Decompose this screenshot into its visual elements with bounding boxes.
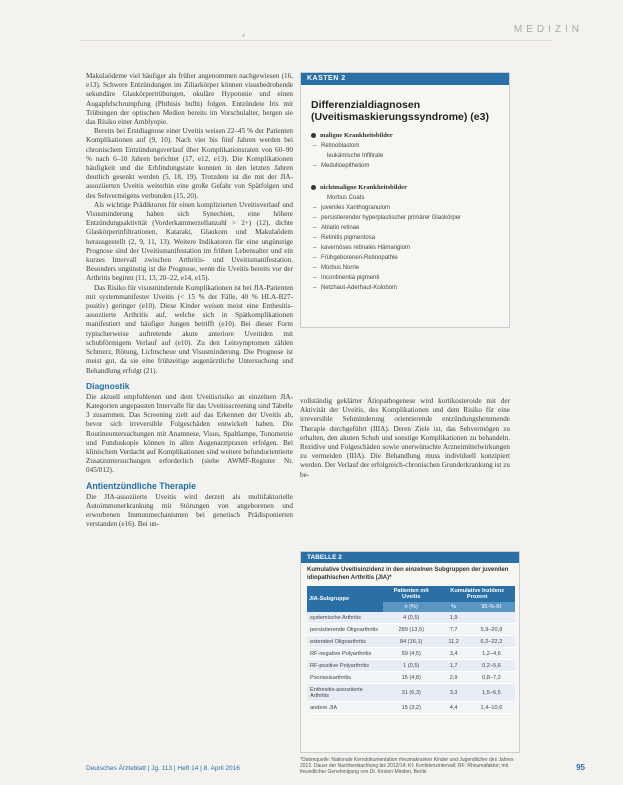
- table-cell: RF-positive Polyarthritis: [307, 660, 383, 672]
- table-row: [307, 648, 515, 660]
- page-number: 95: [576, 763, 585, 772]
- table-cell: systemische Arthritis: [307, 612, 383, 624]
- column-header: Kumulative Inzidenz Prozent: [439, 586, 515, 602]
- table-row: [307, 684, 515, 702]
- table-cell: 4,4: [439, 702, 467, 714]
- journal-footer: Deutsches Ärzteblatt | Jg. 113 | Heft 14 | 8. April 2016: [86, 765, 240, 772]
- table-label: TABELLE 2: [301, 552, 519, 563]
- column-header: JIA-Subgruppe: [307, 586, 383, 612]
- data-table: [307, 586, 515, 714]
- section-header: MEDIZIN: [513, 24, 583, 35]
- table-row: [307, 636, 515, 648]
- box-group-malignant: [301, 129, 509, 171]
- table-cell: 0,2–5,6: [468, 660, 515, 672]
- margin-dot: [242, 34, 245, 37]
- list-item: – Ablatio retinae: [311, 223, 501, 233]
- table-cell: 4 (0,5): [383, 612, 439, 624]
- list-item: leukämische Infiltrate: [327, 153, 384, 159]
- list-item: – Incontinentia pigmenti: [311, 273, 501, 283]
- table-cell: 15 (4,8): [383, 672, 439, 684]
- box-list: [311, 141, 501, 171]
- group-heading: maligne Krankheitsbilder: [320, 132, 393, 139]
- list-item: – Netzhaut-Aderhaut-Kolobom: [311, 283, 501, 293]
- table-cell: 15 (3,2): [383, 702, 439, 714]
- table-cell: RF-negative Polyarthritis: [307, 648, 383, 660]
- table-cell: 1 (0,5): [383, 660, 439, 672]
- table-cell: 3,3: [439, 684, 467, 702]
- sub-header: n (%): [383, 602, 439, 612]
- heading-diagnostik: Diagnostik: [86, 380, 130, 391]
- table-cell: 1,7: [439, 660, 467, 672]
- paragraph: Bereits bei Erstdiagnose einer Uveitis weisen 22–45 % der Patienten Komplikationen auf (9, 10). Nach vier bis fünf Jahren werden bei chronischem Entzündungsverlauf über Komplikationsraten von 60–90 % nach 6–10 Jahren berichtet (17, e12, e13). Die Komplikationen häufigkeit und die Erblindungsrate konnten in den letzten Jahren deutlich gesenkt werden (5, 18, 19). Trotzdem ist die mit der JIA-assoziierten Uveitis weiterhin eine große Gefahr von Spätfolgen und des Sehvermögens verbunden (15, 20).: [86, 127, 293, 200]
- table-cell: Psoriasisarthritis: [307, 672, 383, 684]
- table-row: [307, 702, 515, 714]
- bullet-icon: [311, 185, 316, 190]
- table-uveitis-incidence: [300, 551, 520, 753]
- table-cell: 0,8–7,2: [468, 672, 515, 684]
- table-row: [307, 624, 515, 636]
- table-cell: 11,2: [439, 636, 467, 648]
- list-item: – Medulloepitheliom: [311, 161, 501, 171]
- list-item: – kavernöses retinales Hämangiom: [311, 243, 501, 253]
- right-column-text: [300, 397, 510, 480]
- table-cell: extended Oligoarthritis: [307, 636, 383, 648]
- header-rule: [80, 40, 553, 41]
- box-list: [311, 193, 501, 293]
- table-cell: 6,2–22,2: [468, 636, 515, 648]
- table-row: [307, 672, 515, 684]
- table-cell: 59 (4,5): [383, 648, 439, 660]
- table-row: [307, 660, 515, 672]
- list-item: – Morbus Norrie: [311, 263, 501, 273]
- list-item: Morbus Coats: [327, 195, 365, 201]
- paragraph: Makulaödeme viel häufiger als früher angenommen nachgewiesen (16, e13). Schwere Entzündungen im Ziliarkörper können visusbedrohende sekundäre Glaskörpertrübungen, okuläre Hypotonie und einen Augapfelschrumpfung (Phthisis bulbi) folgen. Entzündete Iris mit Trübungen der optischen Medien bereits im Vorschulalter, bergen sie das Risiko einer Amblyopie.: [86, 72, 293, 127]
- table-title: Kumulative Uveitisinzidenz in den einzelnen Subgruppen der juvenilen idiopathischen Arthritis (JIA)*: [307, 567, 509, 581]
- table-cell: 5,9–20,9: [468, 624, 515, 636]
- box-differential-diagnoses: [300, 72, 510, 328]
- paragraph: Die JIA-assoziierte Uveitis wird derzeit als multifaktorielle Autoimmunerkrankung mit Störungen von angeborenen und erworbenen Immunmechanismen bei genetisch Prädisponierten verstanden (e16). Bei un-: [86, 492, 293, 529]
- list-item: – juveniles Xanthogranulom: [311, 203, 501, 213]
- list-item: – Retinoblastom: [311, 141, 501, 151]
- table-cell: 2,9: [439, 672, 467, 684]
- group-heading: nichtmaligne Krankheitsbilder: [320, 184, 408, 191]
- table-cell: andere JIA: [307, 702, 383, 714]
- bullet-icon: [311, 133, 316, 138]
- table-cell: 84 (16,1): [383, 636, 439, 648]
- list-item: – persistierender hyperplastischer primärer Glaskörper: [311, 213, 501, 223]
- table-cell: 1,2–4,6: [468, 648, 515, 660]
- box-group-nonmalignant: [301, 181, 509, 293]
- table-cell: 3,4: [439, 648, 467, 660]
- table-cell: 7,7: [439, 624, 467, 636]
- box-title: Differenzialdiagnosen (Uveitismaskierungssyndrome) (e3): [311, 99, 489, 123]
- box-label: KASTEN 2: [301, 73, 509, 85]
- sub-header: 95-%-KI: [468, 602, 515, 612]
- paragraph: Das Risiko für visusmindernde Komplikationen ist bei JIA-Patienten mit systemmanifester Uveitis (< 15 % der Fälle, 40 % HLA-B27-positiv) geringer (e10). Diese Kinder weisen meist eine Enthesitis-assoziierte Arthritis auf, welche sich in Spätkomplikationen manifestiert und häufiger Jungen betrifft (e10). Bei dieser Form typischerweise auftretende akute anteriore Uveitiden mit schubförmigem Verlauf auf (e10). Zu den Leitsymptomen zählen Schmerz, Rötung, Lichtscheue und Visusminderung. Die Prognose ist meist gut, da sie eine frühzeitige augenärztliche Untersuchung und Behandlung erfolgt (21).: [86, 283, 293, 375]
- table-body: [307, 612, 515, 714]
- table-cell: persistierende Oligoarthritis: [307, 624, 383, 636]
- paragraph: Die aktuell empfohlenen und dem Uveitisrisiko an einzelnen JIA-Kategorien angepassten Intervalle für das Uveitisscreening sind Tabelle 3 zusammen. Das Screening zielt auf das Erkennen der Uveitis ab, bevor sich irreversible Folgeschäden entwickelt haben. Die Routineuntersuchungen mit Anamnese, Visus, Spaltlampe, Tonometrie und Funduskopie können in allen Augenarztpraxen erfolgen. Bei klinischem Verdacht auf Komplikationen sind weitere befundorientierte Zusatzuntersuchungen erforderlich (siehe AWMF-Register Nr. 045/012).: [86, 392, 293, 475]
- table-cell: 31 (6,3): [383, 684, 439, 702]
- paragraph: vollständig geklärter Ätiopathogenese wird kortikosteroide mit der Aktivität der Uveitis, des Komplikationen und dem Risiko für eine irreversible Sehminderung orientierende entzündungshemmende Therapie durchgeführt (IIIA). Deren Ziele ist, das Sehvermögen zu erhalten, den akuten Schub und sonstige Komplikationen zu behandeln. Rezidive und Folgeschäden sowie unerwünschte Arzneimittelwirkungen zu vermeiden (IIIA). Die Behandlung muss individuell konzipiert werden. Der Verlauf der erfolgreich-chronischen Grunderkrankung ist zu be-: [300, 397, 510, 479]
- list-item: – Frühgeborenen-Retinopathie: [311, 253, 501, 263]
- heading-therapie: Antientzündliche Therapie: [86, 480, 196, 491]
- sub-header: %: [439, 602, 467, 612]
- table-cell: 289 (13,5): [383, 624, 439, 636]
- paragraph: Als wichtige Prädiktoren für einen komplizierten Uveitisverlauf und Visusminderung haben sich Synechien, eine höhere Entzündungsaktivität (Vorderkammerzellanzahl > 2+) (12), dichte Glaskörperinfiltrationen, Katarakt, Glaukom und Makulaödem herausgestellt (2, 9, 11, 13). Weitere Indikatoren für eine ungünstige Prognose sind der Uveitismanifestation im frühen Lebensalter und ein kurzes Intervall zwischen Arthritis- und Uveitismanifestation. Besonders ungünstig ist die Prognose, wenn die Uveitis bereits vor der Arthritis beginnt (11, 13, 20–22, e14, e15).: [86, 200, 293, 283]
- table-cell: Enthesitis-assoziierte Arthritis: [307, 684, 383, 702]
- table-cell: 1,5–6,5: [468, 684, 515, 702]
- column-header: Patienten mit Uveitis: [383, 586, 439, 602]
- table-row: [307, 612, 515, 624]
- left-column: [86, 72, 293, 529]
- table-cell: 1,4–10,6: [468, 702, 515, 714]
- list-item: – Retinitis pigmentosa: [311, 233, 501, 243]
- table-cell: [468, 612, 515, 624]
- table-cell: 1,9: [439, 612, 467, 624]
- table-footnote: *Datenquelle: Nationale Kerndokumentation rheumakranker Kinder und Jugendlicher des Jahres 2012. Dauer der Nachbeobachtung bis 2012/14; KI: Konfidenzintervall; RF: Rheumafaktor; mit freundlicher Genehmigung von Dr. Kirsten Minden, Berlin: [300, 757, 514, 775]
